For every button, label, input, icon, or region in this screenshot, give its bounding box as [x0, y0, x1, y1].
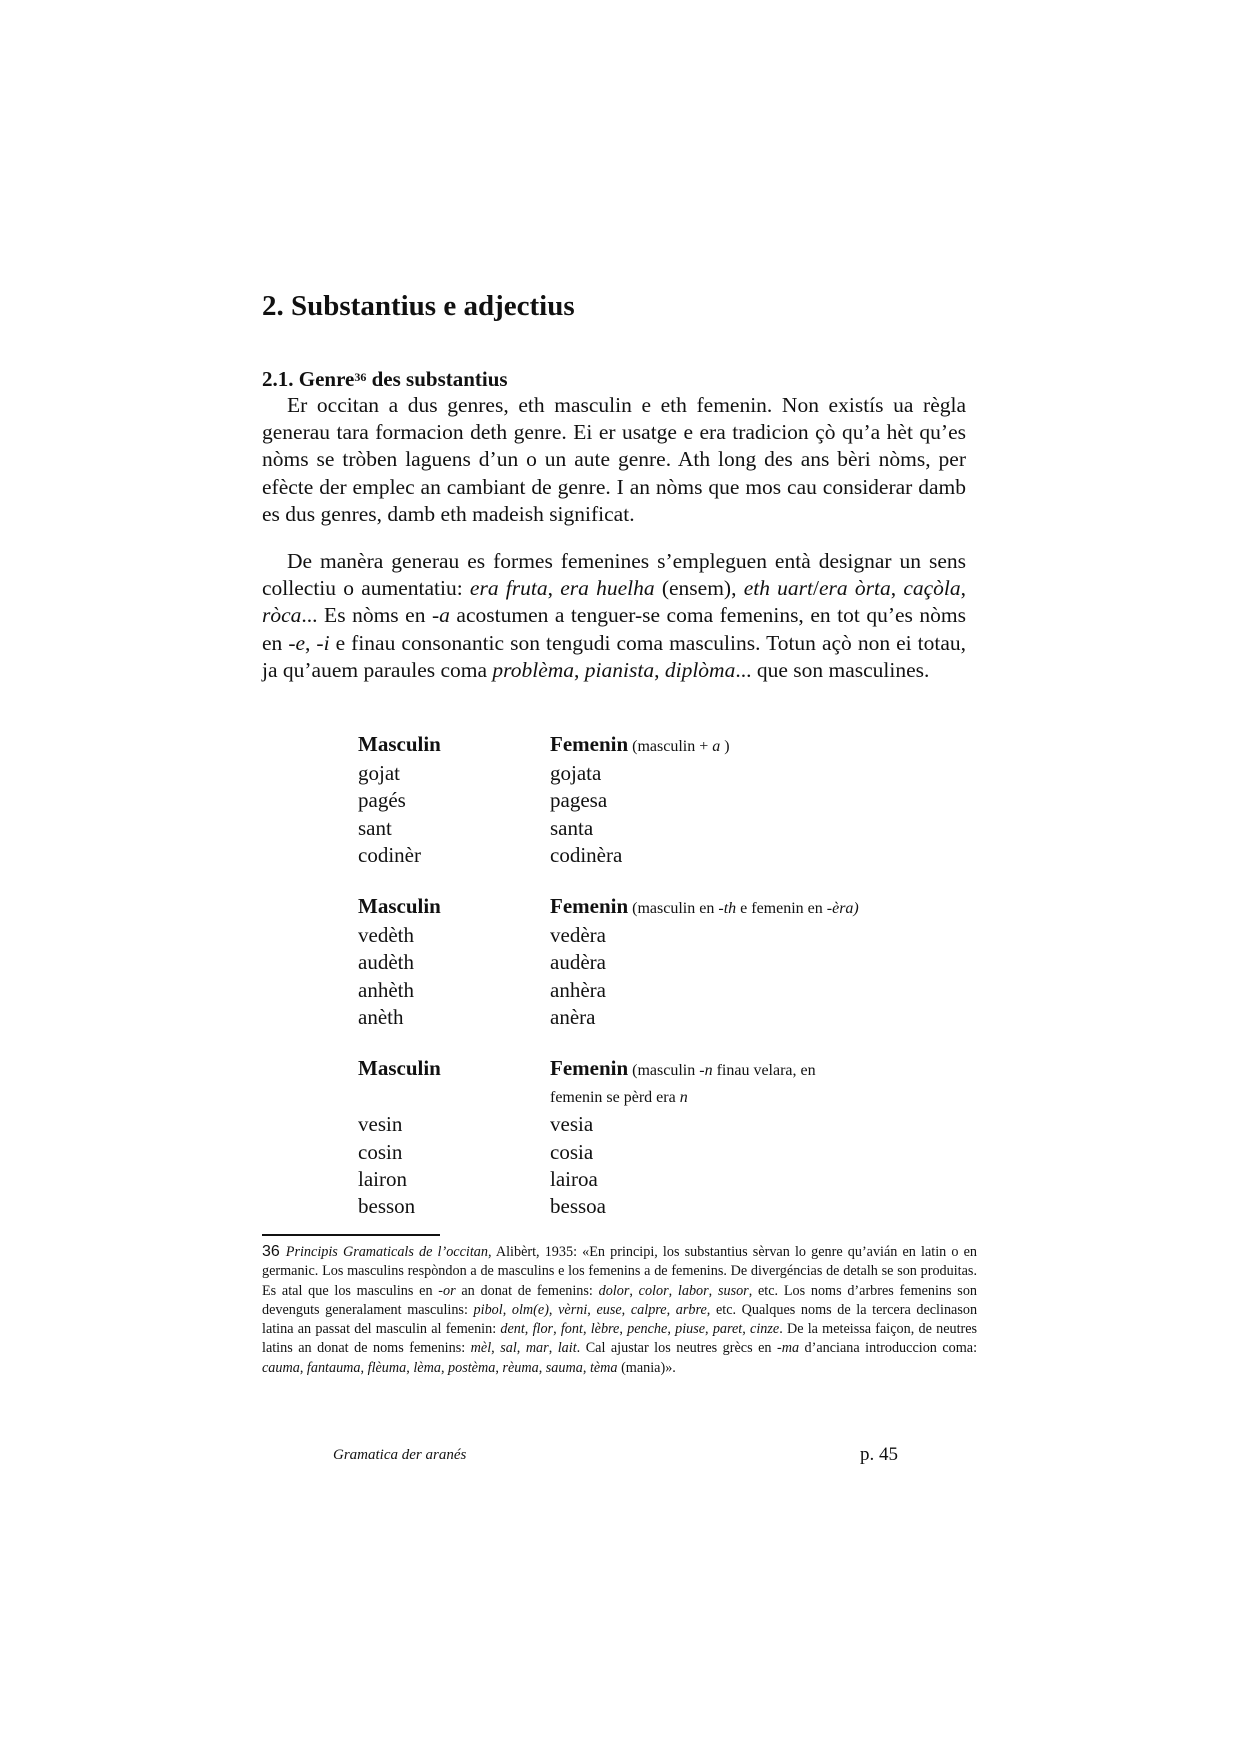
italic-term: ma	[781, 1340, 800, 1357]
italic-term: cauma	[262, 1359, 300, 1376]
italic-term: a	[712, 738, 721, 755]
femenin-header: Femenin	[550, 1056, 629, 1080]
italic-term: piuse	[675, 1321, 706, 1338]
masculin-form: codinèr	[358, 842, 421, 867]
femenin-header: Femenin	[550, 732, 629, 756]
masculin-form: besson	[358, 1194, 416, 1219]
footnote-number: 36	[262, 1243, 280, 1260]
italic-term: susor	[717, 1282, 749, 1299]
italic-term: lèma	[413, 1359, 441, 1376]
italic-term: era fruta	[469, 576, 548, 601]
italic-term: arbre	[675, 1301, 707, 1318]
femenin-form: pagesa	[550, 788, 608, 813]
italic-term: color	[638, 1282, 669, 1299]
femenin-form: santa	[550, 815, 594, 840]
italic-term: postèma	[448, 1359, 496, 1376]
paragraph: De manèra generau es formes femenines s’empleguen entà designar un sens collectiu o aumentatiu: era fruta, era huelha (ensem), eth uart/era òrta, caçòla, ròca... Es nòms en -a acostumen a tenguer-se coma femenins, en tot qu’es nòms en -e, -i e finau consonantic son tengudi coma masculins. Totun açò non ei totau, ja qu’auem paraules coma problèma, pianista, diplòma... que son masculines.	[262, 549, 967, 682]
masculin-form: vedèth	[358, 923, 414, 948]
footnote	[262, 1242, 977, 1378]
footnote-divider	[262, 1234, 440, 1236]
table-row	[358, 977, 978, 1004]
italic-term: penche	[627, 1321, 668, 1338]
masculin-form: vesin	[358, 1112, 403, 1137]
table-row	[358, 949, 978, 976]
subsection-heading	[262, 366, 508, 392]
italic-term: olm(e)	[511, 1301, 549, 1318]
italic-term: pibol	[473, 1301, 503, 1318]
italic-term: era òrta	[819, 576, 891, 601]
masculin-form: lairon	[358, 1166, 407, 1191]
femenin-form: audèra	[550, 950, 606, 975]
italic-term: eth uart	[743, 576, 814, 601]
italic-term: th	[723, 900, 737, 917]
italic-term: Principis Gramaticals de l’occitan	[285, 1244, 488, 1260]
femenin-form: anhèra	[550, 977, 606, 1002]
masculin-form: pagés	[358, 788, 406, 813]
table-row	[358, 1004, 978, 1031]
table-row	[358, 815, 978, 842]
italic-term: calpre	[630, 1301, 667, 1318]
rule-note-continued: femenin se pèrd era n	[550, 1089, 688, 1107]
femenin-form: cosia	[550, 1139, 594, 1164]
gender-table	[358, 731, 978, 869]
femenin-form: vedèra	[550, 923, 606, 948]
masculin-header: Masculin	[358, 1056, 441, 1080]
femenin-form: gojata	[550, 761, 602, 786]
femenin-form: bessoa	[550, 1194, 606, 1219]
masculin-header: Masculin	[358, 732, 441, 756]
gender-table	[358, 893, 978, 1031]
italic-term: dent	[500, 1321, 525, 1338]
table-header-row	[358, 731, 978, 760]
femenin-form: codinèra	[550, 842, 623, 867]
italic-term: èra)	[832, 900, 859, 917]
table-row	[358, 1139, 978, 1166]
italic-term: era huelha	[560, 576, 655, 601]
italic-term: dolor	[598, 1282, 630, 1299]
italic-term: i	[323, 630, 330, 655]
table-header-row	[358, 1055, 978, 1084]
italic-term: flèuma	[367, 1359, 407, 1376]
italic-term: e	[295, 630, 306, 655]
table-row	[358, 787, 978, 814]
rule-note: (masculin en -th e femenin en -èra)	[628, 900, 859, 917]
italic-term: or	[443, 1282, 456, 1299]
italic-term: font	[560, 1321, 583, 1338]
page-number: p. 45	[860, 1444, 898, 1465]
masculin-header: Masculin	[358, 894, 441, 918]
italic-term: labor	[677, 1282, 709, 1299]
table-row	[358, 922, 978, 949]
italic-term: rèuma	[502, 1359, 539, 1376]
footer-title: Gramatica der aranés	[333, 1447, 467, 1463]
italic-term: problèma	[492, 657, 575, 682]
masculin-form: anèth	[358, 1004, 404, 1029]
italic-term: flor	[532, 1321, 554, 1338]
italic-term: euse	[596, 1301, 622, 1318]
femenin-header: Femenin	[550, 894, 629, 918]
italic-term: mar	[525, 1340, 549, 1357]
rule-note: (masculin + a )	[628, 738, 730, 755]
subsection-label: 2.1. Genre	[262, 367, 355, 391]
table-row	[358, 1111, 978, 1138]
table-header-row	[358, 893, 978, 922]
italic-term: mèl	[470, 1340, 492, 1357]
italic-term: cinze	[750, 1321, 780, 1338]
table-row	[358, 842, 978, 869]
masculin-form: cosin	[358, 1139, 403, 1164]
italic-term: diplòma	[664, 657, 736, 682]
table-row	[358, 1193, 978, 1220]
paragraph: Er occitan a dus genres, eth masculin e eth femenin. Non existís ua règla generau tara formacion deth genre. Ei er usatge e era tradicion çò qu’a hèt qu’es nòms se tròben laguens d’un o un aute genre. Ath long des ans bèri nòms, per efècte der emplec an cambiant de genre. I an nòms que mos cau considerar damb es dus genres, damb eth madeish significat.	[262, 393, 966, 526]
masculin-form: sant	[358, 815, 392, 840]
italic-term: n	[704, 1062, 713, 1079]
femenin-form: anèra	[550, 1004, 596, 1029]
rule-note: (masculin -n finau velara, en	[628, 1062, 816, 1079]
italic-term: n	[679, 1089, 688, 1107]
italic-term: a	[439, 603, 450, 628]
italic-term: paret	[712, 1321, 743, 1338]
italic-term: tèma	[589, 1359, 618, 1376]
masculin-form: gojat	[358, 761, 400, 786]
table-note-row	[358, 1084, 978, 1111]
italic-term: pianista	[584, 657, 655, 682]
italic-term: lait	[557, 1340, 577, 1357]
femenin-form: lairoa	[550, 1166, 598, 1191]
italic-term: caçòla	[903, 576, 961, 601]
section-title: 2. Substantius e adjectius	[262, 290, 575, 322]
footnote-text: Principis Gramaticals de l’occitan, Alibèrt, 1935: «En principi, los substantius sèrvan lo genre qu’avián en latin o en germanic. Los masculins respòndon a de masculins e los femenins a de femenins. De divergéncias de detalh se son produitas. Es atal que los masculins en -or an donat de femenins: dolor, color, labor, susor, etc. Los noms d’arbres femenins son devenguts generalament masculins: pibol, olm(e), vèrni, euse, calpre, arbre, etc. Qualques noms de la tercera declinason latina an passat del masculin al femenin: dent, flor, font, lèbre, penche, piuse, paret, cinze. De la meteissa faiçon, de neutres latins an donat de noms femenins: mèl, sal, mar, lait. Cal ajustar los neutres grècs en -ma d’anciana introduccion coma: cauma, fantauma, flèuma, lèma, postèma, rèuma, sauma, tèma (mania)».	[262, 1244, 978, 1376]
table-row	[358, 760, 978, 787]
italic-term: sauma	[545, 1359, 583, 1376]
footnote-reference[interactable]: 36	[354, 370, 367, 384]
italic-term: vèrni	[558, 1301, 588, 1318]
masculin-form: audèth	[358, 950, 414, 975]
italic-term: ròca	[262, 603, 302, 628]
italic-term: fantauma	[306, 1359, 361, 1376]
table-row	[358, 1166, 978, 1193]
femenin-form: vesia	[550, 1112, 594, 1137]
italic-term: sal	[500, 1340, 517, 1357]
italic-term: lèbre	[590, 1321, 620, 1338]
subsection-label-rest: des substantius	[366, 367, 508, 391]
masculin-form: anhèth	[358, 977, 414, 1002]
gender-table	[358, 1055, 978, 1220]
